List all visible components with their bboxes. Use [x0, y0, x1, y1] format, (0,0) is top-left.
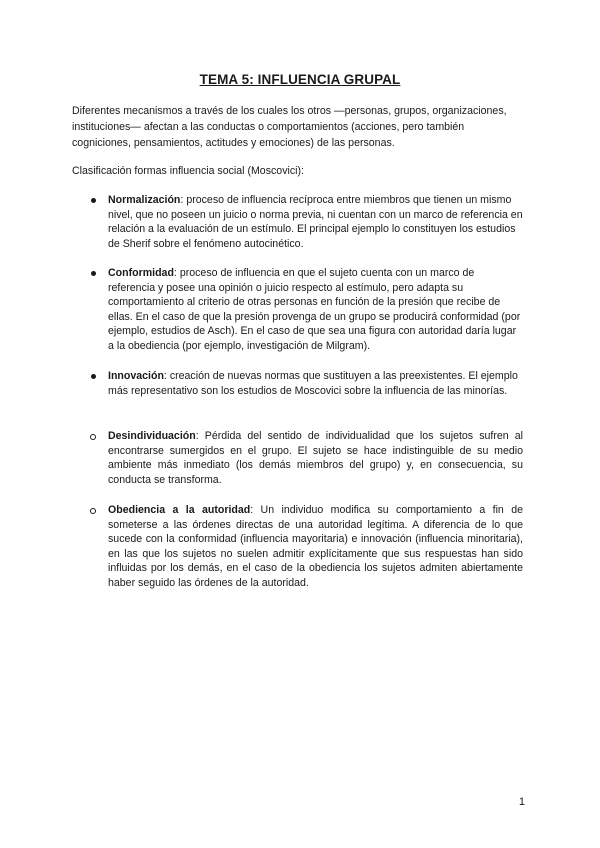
list-item-desindividuacion — [108, 429, 523, 487]
item-text: proceso de influencia en que el sujeto cuenta con un marco de referencia y posee una opinión o juicio respecto al estímulo, pero adapta su comportamiento al criterio de otras personas en función de la presión que recibe de ellas. En el caso de que la presión provenga de un grupo se producirá conformidad (por ejemplo, estudios de Asch). En el caso de que sea una figura con autoridad daría lugar a la obediencia (por ejemplo, investigación de Milgram). — [108, 267, 521, 352]
item-term: Obediencia a la autoridad — [108, 504, 251, 516]
item-separator: : — [180, 194, 184, 206]
bullet-dot-icon — [87, 369, 99, 384]
list-item-obediencia — [108, 503, 523, 590]
page-title: TEMA 5: INFLUENCIA GRUPAL — [199, 72, 401, 87]
item-text: creación de nuevas normas que sustituyen a las preexistentes. El ejemplo más representativo son los estudios de Moscovici sobre la influencia de las minorías. — [108, 370, 518, 397]
list-item-normalizacion — [108, 193, 523, 251]
item-text: Un individuo modifica su comportamiento a fin de someterse a las órdenes directas de una autoridad legítima. A diferencia de lo que sucede con la conformidad (influencia mayoritaria) e innovación (influencia minoritaria), en las que los sujetos no suelen admitir explícitamente que sus respuestas han sido influidas por los demás, en el caso de la obediencia los sujetos admiten abiertamente haber seguido las órdenes de la autoridad. — [108, 504, 523, 589]
item-text: proceso de influencia recíproca entre miembros que tienen un mismo nivel, que no poseen un juicio o norma previa, ni cuentan con un marco de referencia en relación a la evaluación de un estímulo. El principal ejemplo lo constituyen los estudios de Sherif sobre el fenómeno autocinético. — [108, 194, 523, 250]
item-term: Normalización — [108, 194, 181, 206]
bullet-dot-icon — [87, 193, 99, 208]
item-term: Desindividuación — [108, 430, 196, 442]
item-separator: : — [173, 267, 177, 279]
bullet-circle-icon — [87, 503, 99, 519]
item-separator: : — [250, 504, 254, 516]
list-item-conformidad — [108, 266, 523, 353]
item-text: Pérdida del sentido de individualidad que los sujetos sufren al encontrarse sumergidos en el grupo. El sujeto se hace indistinguible de su medio ambiente más inmediato (los demás miembros del grupo) y, en consecuencia, su conducta se transforma. — [108, 430, 523, 486]
item-term: Innovación — [108, 370, 164, 382]
list-item-innovacion — [108, 369, 523, 398]
intro-paragraph: Diferentes mecanismos a través de los cuales los otros —personas, grupos, organizaciones, instituciones— afectan a las conductas o comportamientos (acciones, pero también cogniciones, pensamientos, actitudes y emociones) de las personas. — [72, 105, 507, 149]
item-term: Conformidad — [108, 267, 174, 279]
item-separator: : — [163, 370, 167, 382]
bullet-circle-icon — [87, 429, 99, 445]
bullet-dot-icon — [87, 266, 99, 281]
page-number: 1 — [518, 796, 525, 808]
classification-heading: Clasificación formas influencia social (Moscovici): — [72, 165, 304, 177]
item-separator: : — [195, 430, 199, 442]
